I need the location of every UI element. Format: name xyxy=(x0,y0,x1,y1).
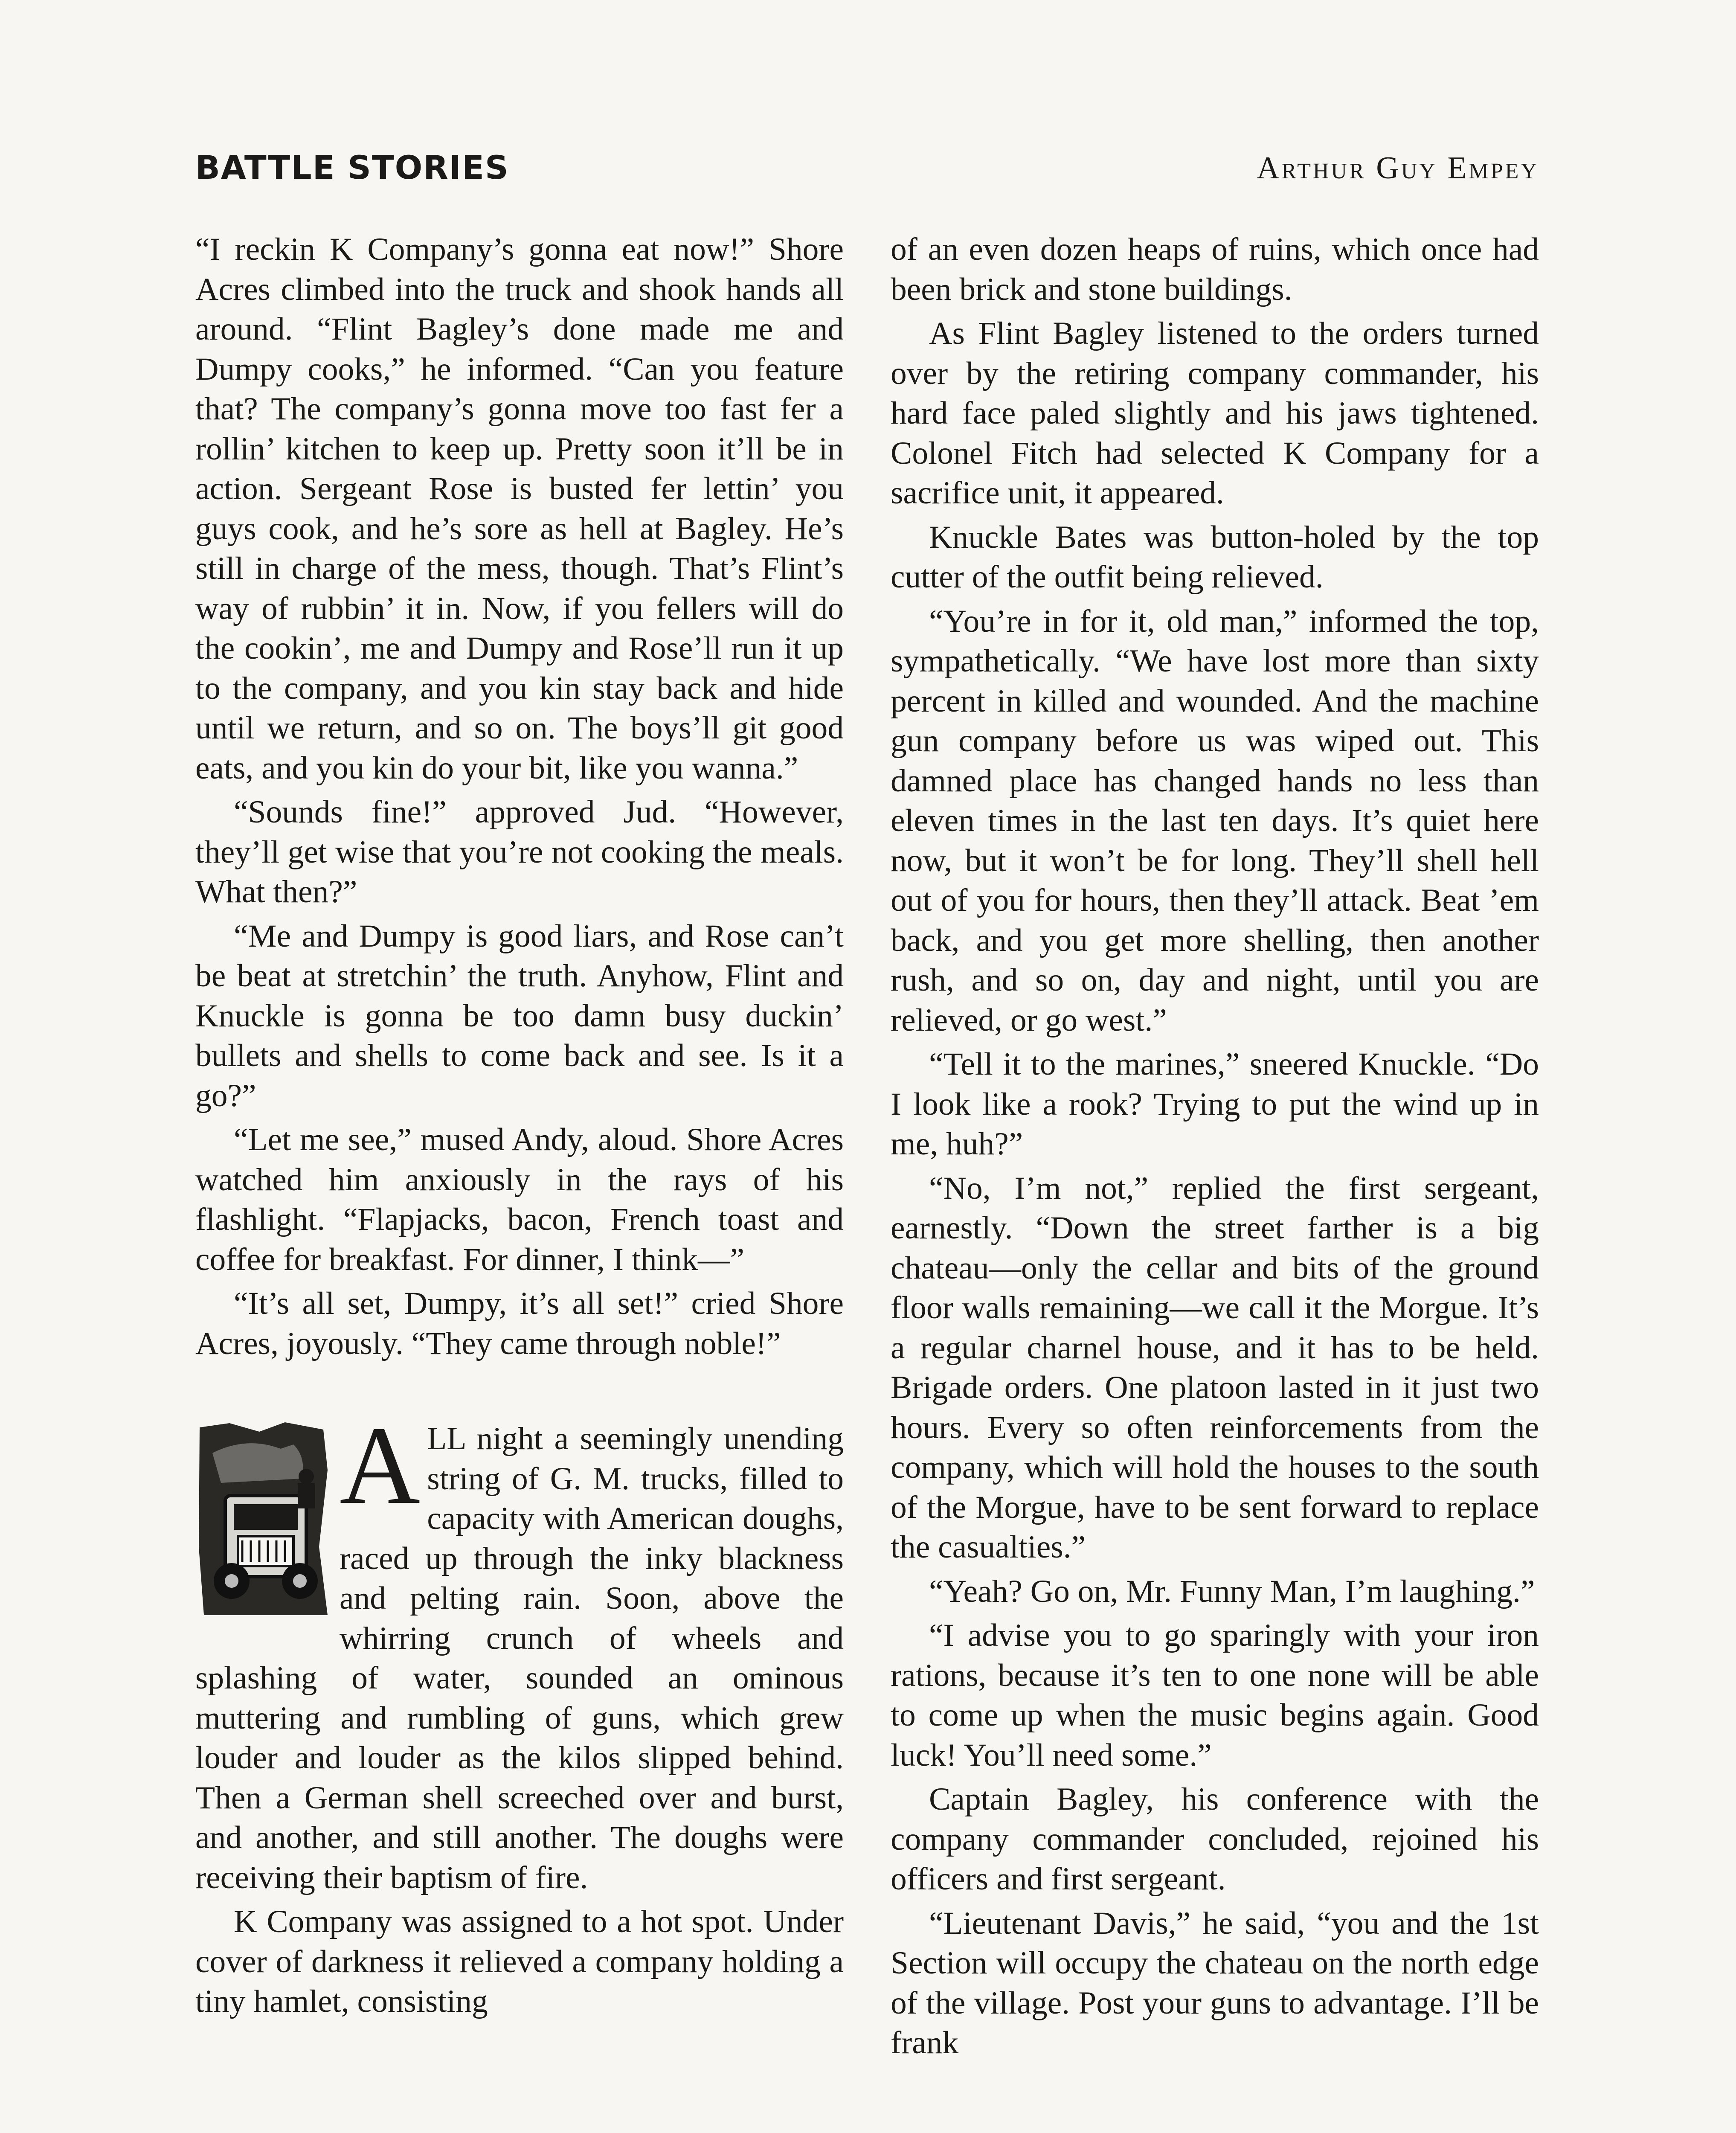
paragraph: “Me and Dumpy is good liars, and Rose can’t be beat at stretchin’ the truth. Anyhow, Flint and Knuckle is gonna be too damn busy duckin’ bullets and shells to come back and see. Is it a go?” xyxy=(195,918,844,1113)
paragraph: “Sounds fine!” approved Jud. “However, they’ll get wise that you’re not cooking the meals. What then?” xyxy=(195,794,844,910)
author-name: Arthur Guy Empey xyxy=(1257,151,1539,186)
paragraph: As Flint Bagley listened to the orders turned over by the retiring company commander, his hard face paled slightly and his jaws tightened. Colonel Fitch had selected K Company for a sacrifice unit, it appeared. xyxy=(891,316,1539,511)
army-truck-illustration-icon xyxy=(195,1419,332,1619)
paragraph: K Company was assigned to a hot spot. Under cover of darkness it relieved a company holding a tiny hamlet, consisting xyxy=(195,1904,844,2019)
paragraph-body: LL night a seemingly unending string of G. M. trucks, filled to capacity with American doughs, raced up through the inky blackness and pelting rain. Soon, above the whirring crunch of wheels and splashing of water, sounded an ominous muttering and rumbling of guns, which grew louder and louder as the kilos slipped behind. Then a German shell screeched over and burst, and another, and still another. The doughs were receiving their baptism of fire. xyxy=(195,1421,844,1895)
paragraph: “It’s all set, Dumpy, it’s all set!” cried Shore Acres, joyously. “They came through noble!” xyxy=(195,1286,844,1361)
running-header xyxy=(195,148,1539,187)
paragraph: “Lieutenant Davis,” he said, “you and the 1st Section will occupy the chateau on the north edge of the village. Post your guns to advantage. I’ll be frank xyxy=(891,1905,1539,2060)
paragraph: “I advise you to go sparingly with your iron rations, because it’s ten to one none will be able to come up when the music begins again. Good luck! You’ll need some.” xyxy=(891,1618,1539,1773)
magazine-title: BATTLE STORIES xyxy=(195,148,509,186)
paragraph: “Let me see,” mused Andy, aloud. Shore Acres watched him anxiously in the rays of his flashlight. “Flapjacks, bacon, French toast and coffee for breakfast. For dinner, I think—” xyxy=(195,1122,844,1277)
paragraph: Knuckle Bates was button-holed by the top cutter of the outfit being relieved. xyxy=(891,519,1539,595)
paragraph: “You’re in for it, old man,” informed the top, sympathetically. “We have lost more than sixty percent in killed and wounded. And the machine gun company before us was wiped out. This damned place has changed hands no less than eleven times in the last ten days. It’s quiet here now, but it won’t be for long. They’ll shell hell out of you for hours, then they’ll attack. Beat ’em back, and you get more shelling, then another rush, and so on, day and night, until you are relieved, or go west.” xyxy=(891,603,1539,1038)
paragraph: “Tell it to the marines,” sneered Knuckle. “Do I look like a rook? Trying to put the wind up in me, huh?” xyxy=(891,1046,1539,1162)
section-opening xyxy=(195,1404,844,1898)
right-column xyxy=(891,230,1539,2067)
paragraph: Captain Bagley, his conference with the company commander concluded, rejoined his officers and first sergeant. xyxy=(891,1781,1539,1897)
paragraph: “No, I’m not,” replied the first sergeant, earnestly. “Down the street farther is a big chateau—only the cellar and bits of the ground floor walls remaining—we call it the Morgue. It’s a regular charnel house, and it has to be held. Brigade orders. One platoon lasted in it just two hours. Every so often reinforcements from the company, which will hold the houses to the south of the Morgue, have to be sent forward to replace the casualties.” xyxy=(891,1170,1539,1565)
paragraph: “I reckin K Company’s gonna eat now!” Shore Acres climbed into the truck and shook hands all around. “Flint Bagley’s done made me and Dumpy cooks,” he informed. “Can you feature that? The company’s gonna move too fast fer a rollin’ kitchen to keep up. Pretty soon it’ll be in action. Sergeant Rose is busted fer lettin’ you guys cook, and he’s sore as hell at Bagley. He’s still in charge of the mess, though. That’s Flint’s way of rubbin’ it in. Now, if you fellers will do the cookin’, me and Dumpy and Rose’ll run it up to the company, and you kin stay back and hide until we return, and so on. The boys’ll git good eats, and you kin do your bit, like you wanna.” xyxy=(195,232,844,786)
left-column xyxy=(195,230,844,2026)
paragraph: of an even dozen heaps of ruins, which once had been brick and stone buildings. xyxy=(891,232,1539,307)
drop-cap: A xyxy=(340,1404,421,1527)
paragraph: “Yeah? Go on, Mr. Funny Man, I’m laughing.” xyxy=(929,1573,1535,1609)
